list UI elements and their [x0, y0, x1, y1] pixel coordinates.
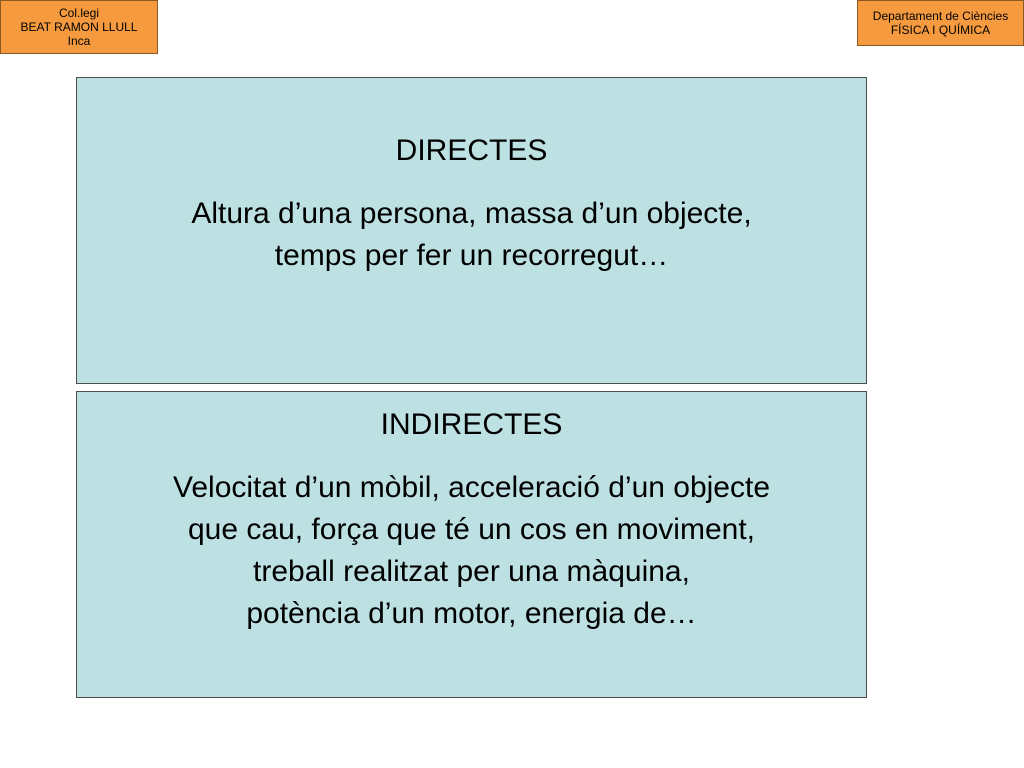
directes-line-2: temps per fer un recorregut… [274, 239, 669, 272]
indirectes-line-3: treball realitzat per una màquina, [253, 555, 690, 588]
department-label [857, 0, 1024, 46]
indirectes-line-4: potència d’un motor, energia de… [246, 597, 697, 630]
school-label-line-3: Inca [67, 34, 91, 48]
school-label-line-1: Col.legi [58, 6, 100, 20]
school-label [0, 0, 158, 54]
indirectes-panel [76, 391, 867, 698]
department-label-line-2: FÍSICA I QUÍMICA [890, 23, 991, 37]
directes-line-1: Altura d’una persona, massa d’un objecte, [191, 197, 752, 230]
indirectes-title: INDIRECTES [380, 408, 563, 441]
school-label-line-2: BEAT RAMON LLULL [20, 20, 138, 34]
indirectes-line-2: que cau, força que té un cos en moviment, [188, 513, 755, 546]
indirectes-line-1: Velocitat d’un mòbil, acceleració d’un objecte [172, 471, 771, 504]
directes-title: DIRECTES [395, 134, 548, 167]
directes-panel [76, 77, 867, 384]
department-label-line-1: Departament de Ciències [872, 9, 1009, 23]
